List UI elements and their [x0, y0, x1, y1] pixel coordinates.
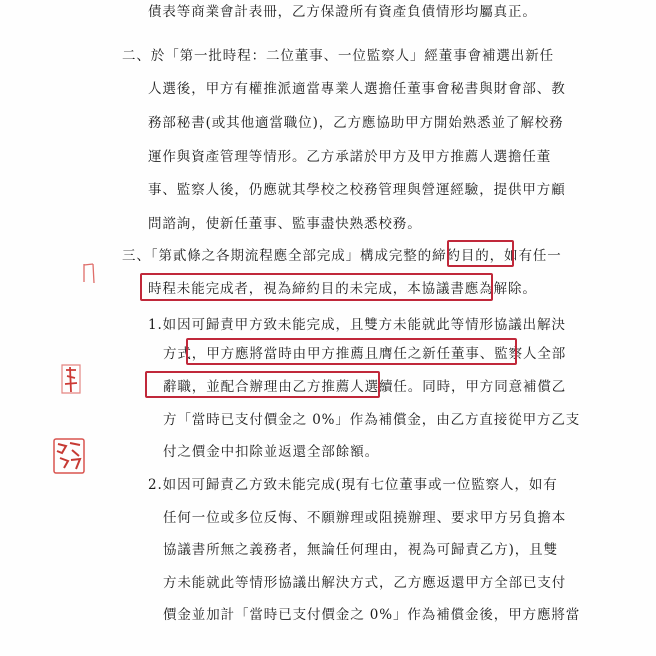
document-line: 事、監察人後，仍應就其學校之校務管理與營運經驗，提供甲方顧	[148, 182, 566, 198]
document-line: 辭職，並配合辦理由乙方推薦人選續任。同時，甲方同意補償乙	[163, 379, 567, 395]
document-line: 二、於「第一批時程：二位董事、一位監察人」經董事會補選出新任	[122, 48, 554, 64]
document-line: 方式，甲方應將當時由甲方推薦且膺任之新任董事、監察人全部	[163, 346, 567, 362]
document-line: 債表等商業會計表冊，乙方保證所有資產負債情形均屬真正。	[148, 4, 537, 20]
document-line: 付之價金中扣除並返還全部餘額。	[163, 444, 379, 460]
document-line: 1.如因可歸責甲方致未能完成，且雙方未能就此等情形協議出解決	[148, 317, 566, 333]
document-line: 人選後，甲方有權推派適當專業人選擔任董事會秘書與財會部、教	[148, 81, 566, 97]
document-line: 務部秘書(或其他適當職位)，乙方應協助甲方開始熟悉並了解校務	[148, 115, 564, 131]
document-line: 時程未能完成者，視為締約目的未完成，本協議書應為解除。	[148, 281, 537, 297]
highlight-box	[145, 371, 380, 398]
document-line: 任何一位或多位反悔、不願辦理或阻撓辦理、要求甲方另負擔本	[163, 510, 567, 526]
document-line: 價金並加計「當時已支付價金之 0%」作為補償金後，甲方應將當	[163, 607, 581, 623]
document-line: 方未能就此等情形協議出解決方式，乙方應返還甲方全部已支付	[163, 575, 567, 591]
document-line: 2.如因可歸責乙方致未能完成(現有七位董事或一位監察人，如有	[148, 477, 558, 493]
highlight-box	[447, 240, 514, 267]
document-line: 三、「第貳條之各期流程應全部完成」構成完整的締約目的，如有任一	[122, 248, 562, 264]
document-line: 問諮詢，使新任董事、監事盡快熟悉校務。	[148, 216, 422, 232]
seal-stamp	[59, 362, 83, 396]
document-line: 運作與資產管理等情形。乙方承諾於甲方及甲方推薦人選擔任董	[148, 149, 552, 165]
document-line: 協議書所無之義務者，無論任何理由，視為可歸責乙方)，且雙	[163, 542, 558, 558]
highlight-box	[140, 273, 493, 301]
highlight-box	[186, 338, 517, 365]
document-line: 方「當時已支付價金之 0%」作為補償金，由乙方直接從甲方乙支	[163, 412, 581, 428]
seal-stamp	[52, 437, 86, 475]
seal-stamp	[82, 262, 96, 286]
